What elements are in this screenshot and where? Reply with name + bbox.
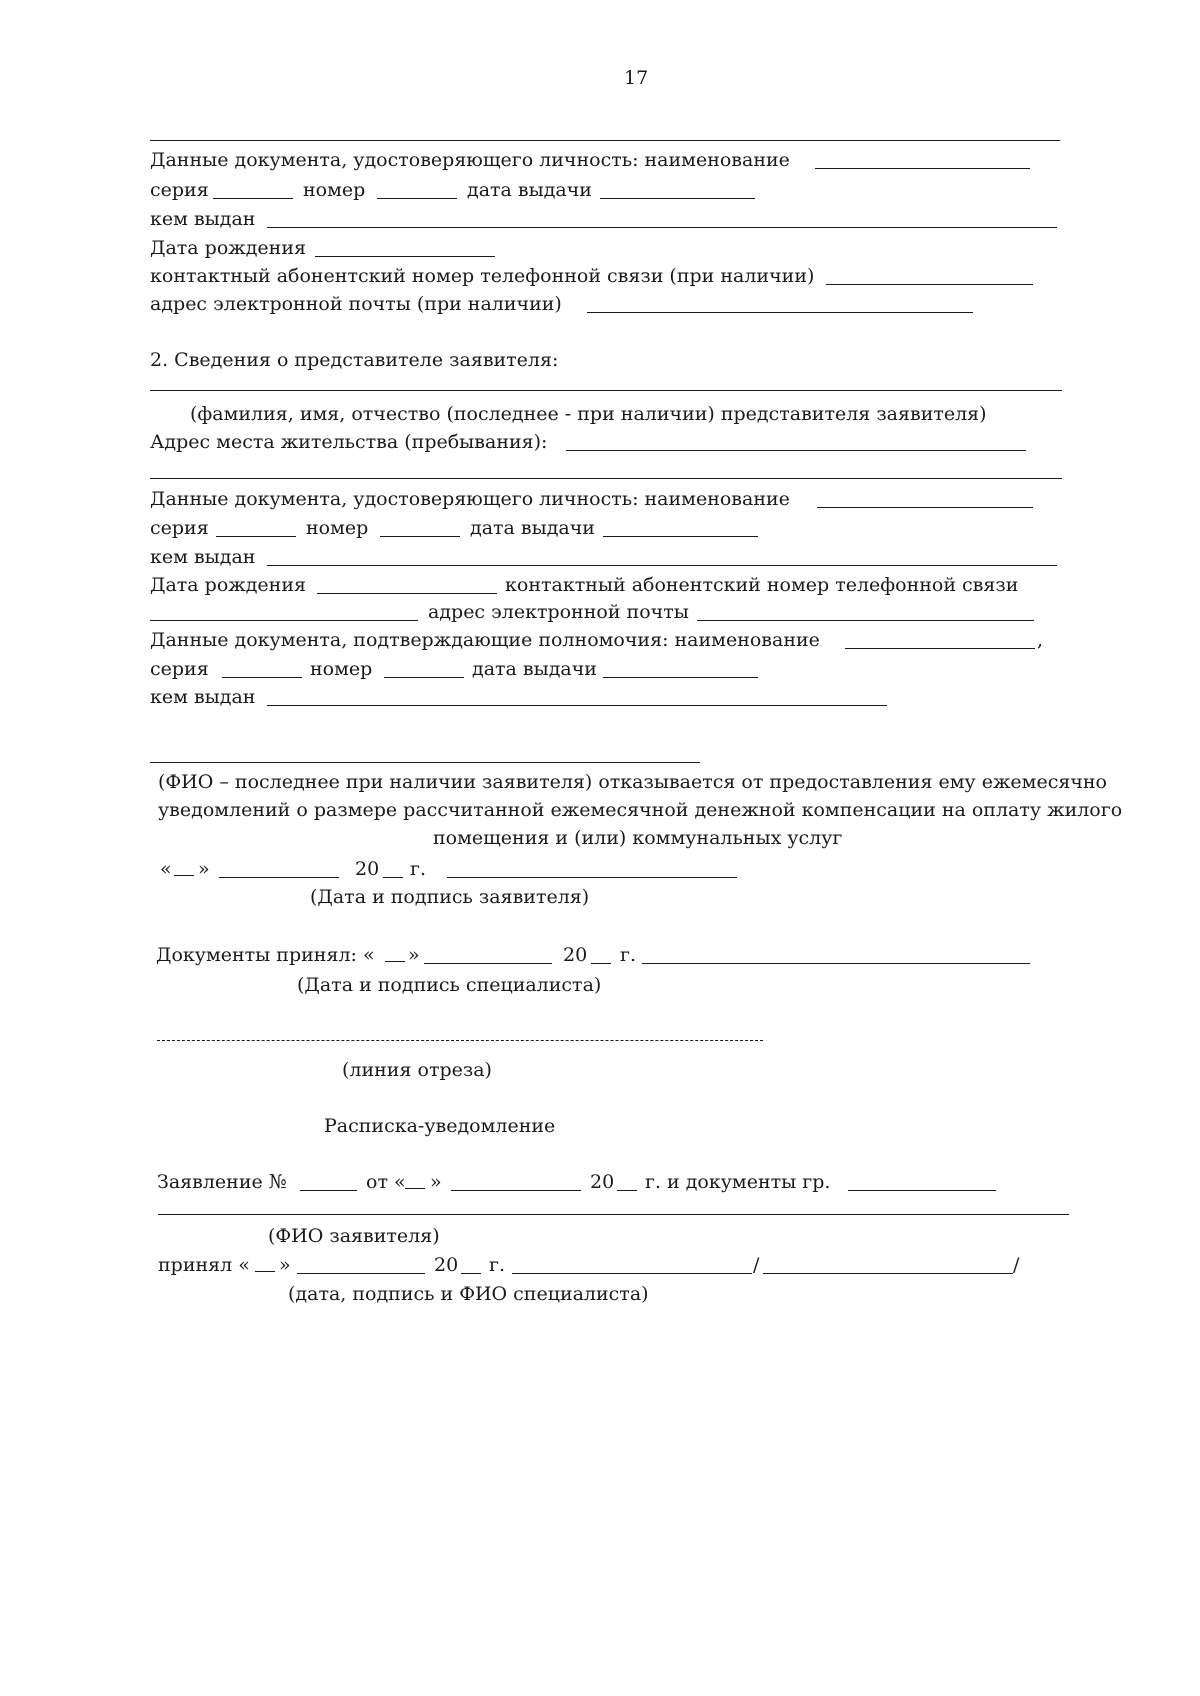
receipt-title: Расписка-уведомление [324,1115,556,1137]
accepted-year-suffix: г. [620,944,636,966]
representative-name-caption: (фамилия, имя, отчество (последнее - при наличии) представителя заявителя) [190,403,987,425]
receipt-statement-number-field[interactable] [300,1190,357,1191]
representative-address-field-2[interactable] [150,478,1062,479]
applicant-number-label: номер [303,179,366,201]
applicant-issued-by-field[interactable] [267,227,1057,228]
representative-authority-doc-field[interactable] [845,648,1035,649]
representative-issue-date-field[interactable] [603,536,758,537]
receipt-quote-close: » [430,1171,442,1193]
receipt-specialist-fio-field[interactable] [763,1273,1013,1274]
representative-issue-date2-field[interactable] [603,677,758,678]
applicant-phone-field[interactable] [826,284,1033,285]
refusal-year-suffix: г. [410,858,426,880]
applicant-email-label: адрес электронной почты (при наличии) [150,293,562,315]
representative-doc-name-field[interactable] [817,507,1033,508]
receipt-accepted-month-field[interactable] [297,1273,425,1274]
accepted-year-field[interactable] [591,963,611,964]
receipt-specialist-date-signature-field[interactable] [512,1273,752,1274]
refusal-year-field[interactable] [383,877,403,878]
refusal-date-quote-open: « [160,858,172,880]
refusal-year-prefix: 20 [355,858,380,880]
receipt-year-field[interactable] [617,1190,637,1191]
receipt-slash-2: / [1013,1254,1020,1276]
representative-series2-field[interactable] [222,677,302,678]
representative-number-field[interactable] [380,536,460,537]
receipt-accepted-quote-close: » [279,1254,291,1276]
applicant-doc-name-label: Данные документа, удостоверяющего личность: наименование [150,149,790,171]
refusal-text-line-1: (ФИО – последнее при наличии заявителя) отказывается от предоставления ему ежемесячно [158,771,1107,793]
receipt-month-field[interactable] [451,1190,581,1191]
applicant-issued-by-label: кем выдан [150,208,256,230]
receipt-accepted-label: принял « [158,1254,250,1276]
representative-birth-date-field[interactable] [317,593,497,594]
refusal-date-quote-close: » [198,858,210,880]
representative-email-field[interactable] [697,620,1034,621]
representative-series2-label: серия [150,658,209,680]
applicant-number-field[interactable] [377,198,457,199]
cut-line-caption: (линия отреза) [342,1059,492,1081]
receipt-fio-caption: (ФИО заявителя) [268,1225,440,1247]
representative-phone-field[interactable] [150,620,418,621]
applicant-issue-date-label: дата выдачи [467,179,592,201]
applicant-top-field[interactable] [150,140,1060,141]
representative-issued-by2-label: кем выдан [150,686,256,708]
receipt-accepted-day-field[interactable] [255,1271,275,1272]
receipt-statement-label: Заявление № [157,1171,287,1193]
receipt-slash-1: / [753,1254,760,1276]
refusal-day-field[interactable] [174,875,194,876]
representative-authority-doc-label: Данные документа, подтверждающие полномочия: наименование [150,629,820,651]
receipt-fio-field[interactable] [158,1214,1069,1215]
applicant-birth-date-field[interactable] [315,256,495,257]
representative-section-title: 2. Сведения о представителе заявителя: [150,349,559,371]
representative-authority-comma: , [1037,629,1044,651]
receipt-accepted-year-field[interactable] [461,1273,481,1274]
applicant-issue-date-field[interactable] [600,198,755,199]
applicant-email-field[interactable] [587,312,973,313]
representative-name-field[interactable] [150,390,1062,391]
receipt-accepted-year-suffix: г. [489,1254,505,1276]
representative-issue-date-label: дата выдачи [470,517,595,539]
representative-doc-name-label: Данные документа, удостоверяющего личность: наименование [150,488,790,510]
representative-issued-by-label: кем выдан [150,546,256,568]
accepted-year-prefix: 20 [563,944,588,966]
applicant-birth-date-label: Дата рождения [150,237,306,259]
applicant-doc-name-field[interactable] [815,168,1030,169]
receipt-docs-label: г. и документы гр. [645,1171,831,1193]
applicant-series-label: серия [150,179,209,201]
receipt-specialist-caption: (дата, подпись и ФИО специалиста) [288,1283,649,1305]
representative-number2-field[interactable] [384,677,464,678]
representative-email-label: адрес электронной почты [428,601,689,623]
representative-series-label: серия [150,517,209,539]
refusal-signature-caption: (Дата и подпись заявителя) [310,886,590,908]
receipt-from-label: от « [366,1171,406,1193]
refusal-fio-field[interactable] [150,762,700,763]
representative-birth-date-label: Дата рождения [150,574,306,596]
accepted-month-field[interactable] [424,963,552,964]
accepted-caption: (Дата и подпись специалиста) [297,974,602,996]
representative-series-field[interactable] [216,536,296,537]
accepted-quote-close: » [408,944,420,966]
representative-phone-label: контактный абонентский номер телефонной связи [505,574,1019,596]
receipt-citizen-field[interactable] [848,1190,996,1191]
refusal-signature-field[interactable] [447,877,737,878]
representative-number-label: номер [306,517,369,539]
applicant-series-field[interactable] [213,198,293,199]
receipt-accepted-year-prefix: 20 [434,1254,459,1276]
representative-issued-by2-field[interactable] [267,705,887,706]
representative-address-label: Адрес места жительства (пребывания): [150,431,548,453]
accepted-signature-field[interactable] [642,963,1030,964]
accepted-label: Документы принял: « [156,944,375,966]
refusal-text-line-2: уведомлений о размере рассчитанной ежемесячной денежной компенсации на оплату жилого [158,799,1123,821]
representative-issued-by-field[interactable] [267,565,1057,566]
applicant-phone-label: контактный абонентский номер телефонной связи (при наличии) [150,265,815,287]
receipt-day-field[interactable] [405,1188,425,1189]
page-number: 17 [624,67,649,89]
cut-line [157,1040,763,1041]
refusal-month-field[interactable] [219,877,339,878]
receipt-year-prefix: 20 [590,1171,615,1193]
accepted-day-field[interactable] [385,961,405,962]
representative-issue-date2-label: дата выдачи [472,658,597,680]
representative-number2-label: номер [310,658,373,680]
representative-address-field[interactable] [566,450,1026,451]
refusal-text-line-3: помещения и (или) коммунальных услуг [433,827,843,849]
